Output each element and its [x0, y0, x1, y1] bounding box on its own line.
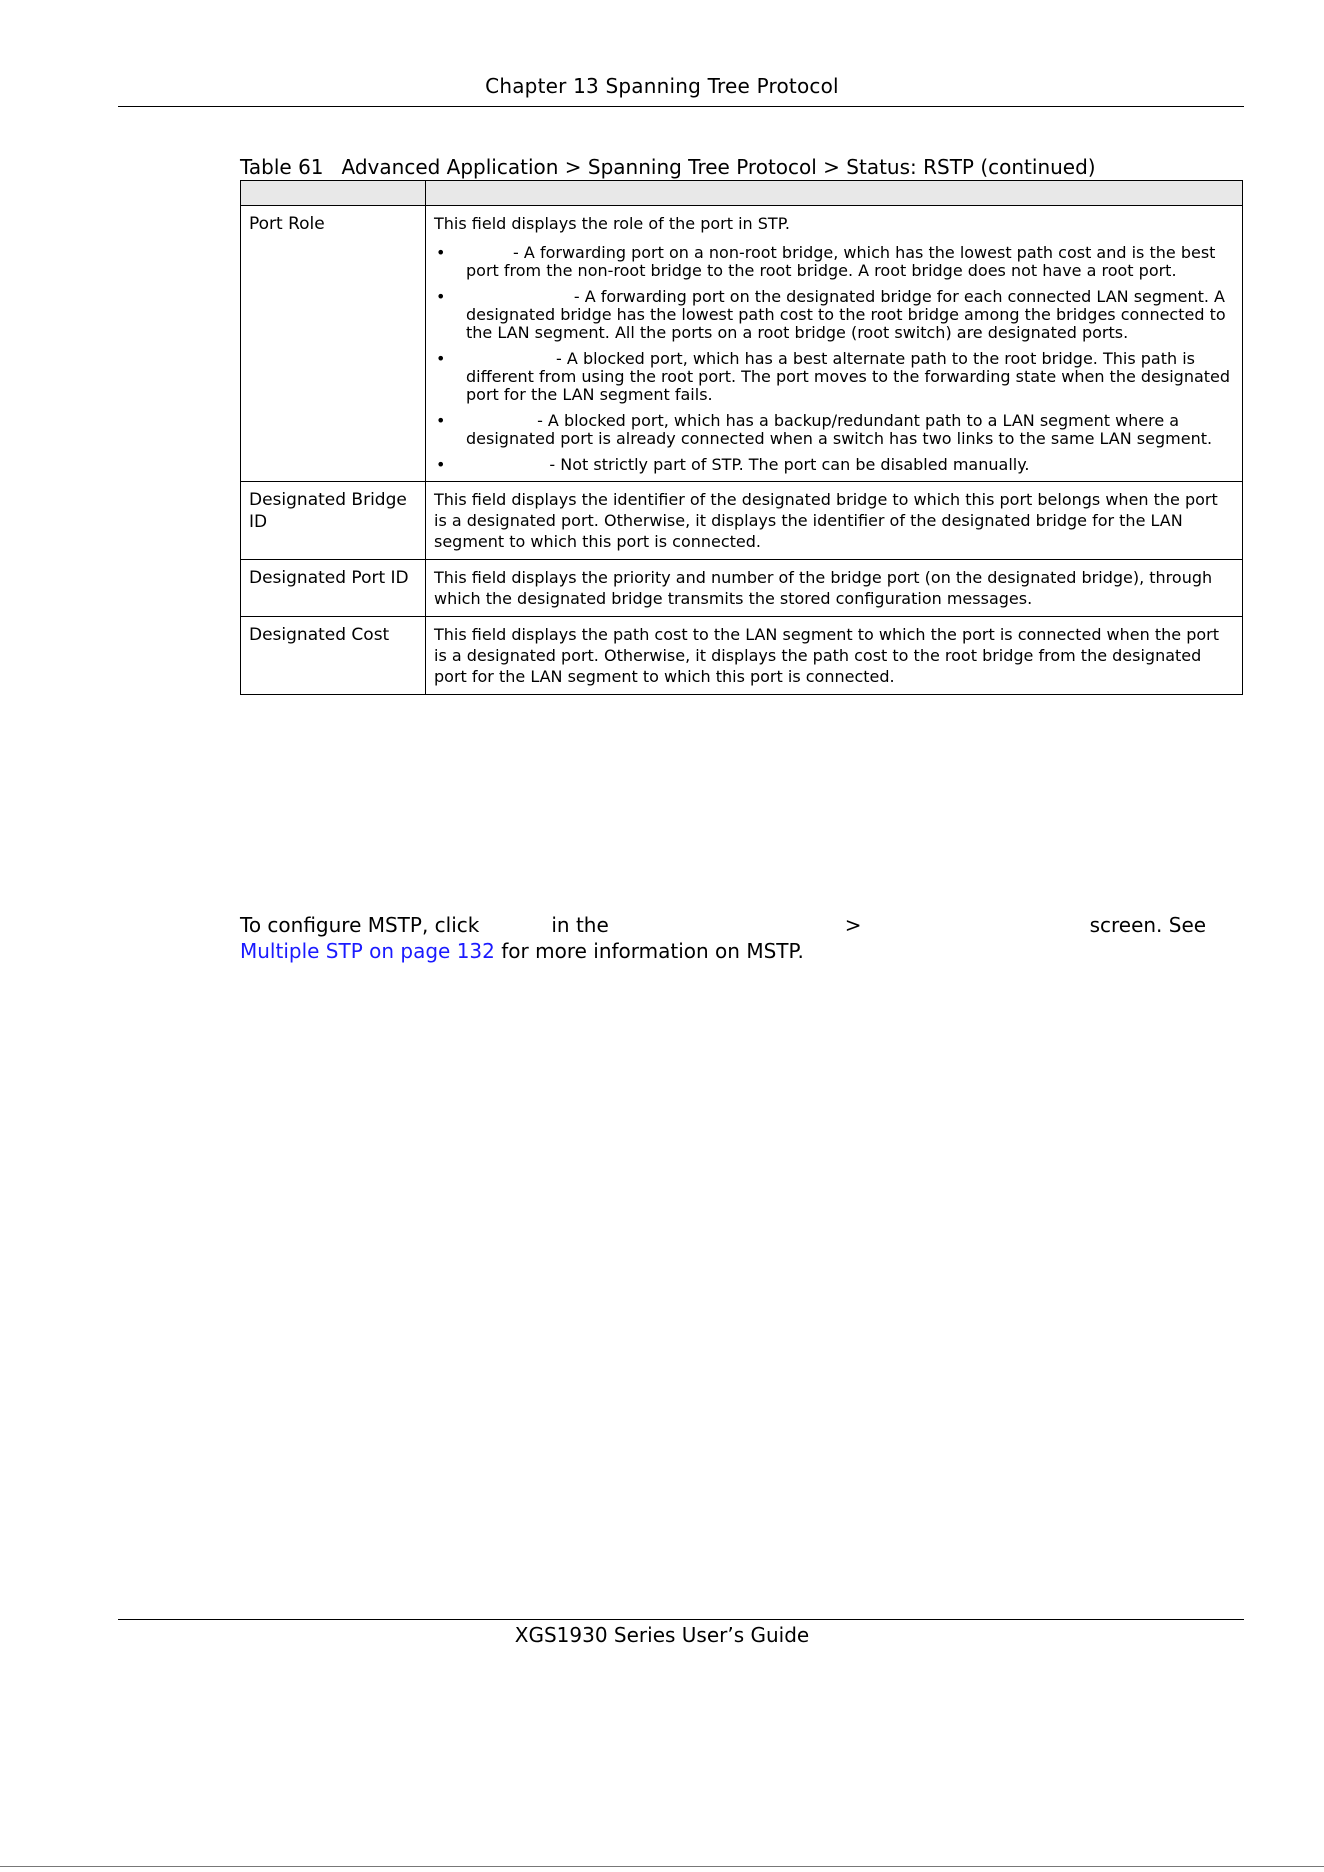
row-label: Designated Cost: [241, 617, 426, 695]
multiple-stp-link[interactable]: Multiple STP on page 132: [240, 939, 495, 963]
role-description: - Not strictly part of STP. The port can be disabled manually.: [549, 455, 1030, 474]
table-header-row: [241, 181, 1243, 206]
table-header-label: [241, 181, 426, 206]
bullet-icon: •: [436, 411, 446, 430]
role-description: - A forwarding port on the designated bridge for each connected LAN segment. A designated bridge has the lowest path cost to the root bridge among the bridges connected to the LAN segment. All the ports on a root bridge (root switch) are designated ports.: [466, 287, 1226, 342]
page-bottom-edge: [0, 1866, 1324, 1867]
port-role-intro: This field displays the role of the port in STP.: [434, 214, 790, 233]
row-description: This field displays the priority and number of the bridge port (on the designated bridge), through which the designated bridge transmits the stored configuration messages.: [426, 560, 1243, 617]
role-description: - A forwarding port on a non-root bridge, which has the lowest path cost and is the best port from the non-root bridge to the root bridge. A root bridge does not have a root port.: [466, 243, 1216, 280]
table-caption-title: Advanced Application > Spanning Tree Protocol > Status: RSTP (continued): [341, 155, 1096, 179]
row-description: This field displays the path cost to the LAN segment to which the port is connected when the port is a designated port. Otherwise, it displays the path cost to the root bridge from the designated port for the LAN segment to which this port is connected.: [426, 617, 1243, 695]
role-description: - A blocked port, which has a best alternate path to the root bridge. This path is different from using the root port. The port moves to the forwarding state when the designated port for the LAN segment fails.: [466, 349, 1231, 404]
port-role-list: [434, 244, 1234, 474]
table-row: [241, 560, 1243, 617]
bullet-icon: •: [436, 455, 446, 474]
description-table: [240, 180, 1243, 695]
mstp-paragraph: To configure MSTP, click in the > screen. See Multiple STP on page 132 for more information on MSTP.: [240, 913, 1207, 963]
role-description: - A blocked port, which has a backup/redundant path to a LAN segment where a designated port is already connected when a switch has two links to the same LAN segment.: [466, 411, 1213, 448]
bullet-icon: •: [436, 349, 446, 368]
table-row: [241, 482, 1243, 560]
list-item: • Disabled - Not strictly part of STP. The port can be disabled manually.: [436, 455, 1030, 474]
list-item: • Alternate - A blocked port, which has a best alternate path to the root bridge. This path is different from using the root port. The port moves to the forwarding state when the designated port for the LAN segment fails.: [436, 349, 1231, 404]
footer-divider: [118, 1619, 1244, 1620]
list-item: • Root - A forwarding port on a non-root bridge, which has the lowest path cost and is the best port from the non-root bridge to the root bridge. A root bridge does not have a root port.: [436, 243, 1216, 280]
row-label: Designated Bridge ID: [241, 482, 426, 560]
header-divider: [118, 106, 1244, 107]
table-header-description: [426, 181, 1243, 206]
chapter-header: Chapter 13 Spanning Tree Protocol: [485, 74, 839, 98]
bullet-icon: •: [436, 243, 446, 262]
row-description: [426, 206, 1243, 482]
list-item: • Designated - A forwarding port on the designated bridge for each connected LAN segment. A designated bridge has the lowest path cost to the root bridge among the bridges connected to the LAN segment. All the ports on a root bridge (root switch) are designated ports.: [436, 287, 1226, 342]
row-label: Port Role: [241, 206, 426, 482]
table-caption: [240, 155, 1096, 179]
list-item: • Backup - A blocked port, which has a backup/redundant path to a LAN segment where a designated port is already connected when a switch has two links to the same LAN segment.: [436, 411, 1213, 448]
row-label: Designated Port ID: [241, 560, 426, 617]
guide-footer: XGS1930 Series User’s Guide: [514, 1623, 810, 1647]
table-row: [241, 206, 1243, 482]
bullet-icon: •: [436, 287, 446, 306]
table-caption-number: Table 61: [240, 155, 324, 179]
table-row: [241, 617, 1243, 695]
row-description: This field displays the identifier of the designated bridge to which this port belongs when the port is a designated port. Otherwise, it displays the identifier of the designated bridge for the LAN segment to which this port is connected.: [426, 482, 1243, 560]
